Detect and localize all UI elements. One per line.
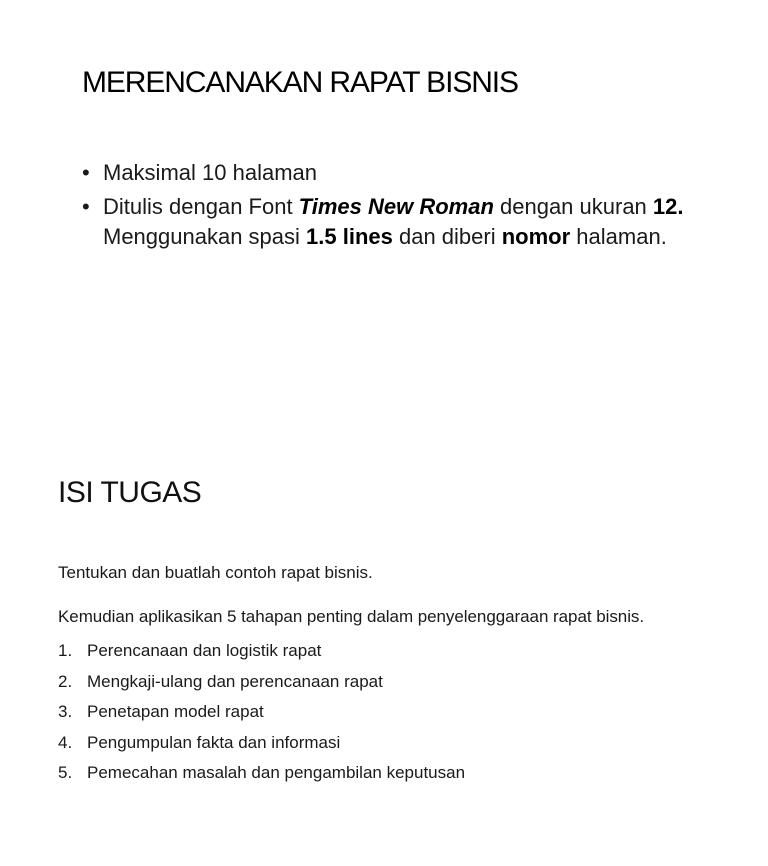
list-item <box>58 701 465 732</box>
bullet-text-mid: dengan ukuran <box>493 194 653 219</box>
step-number: 5. <box>58 763 73 782</box>
bullet-text-line2-mid: dan diberi <box>392 224 502 249</box>
line-spacing-emphasis: 1.5 lines <box>306 224 393 249</box>
task-application-note: Kemudian aplikasikan 5 tahapan penting dalam penyelenggaraan rapat bisnis. <box>58 607 645 626</box>
list-item <box>58 640 465 671</box>
bullet-marker: • <box>82 194 90 219</box>
step-number: 1. <box>58 641 73 660</box>
page-number-emphasis: nomor <box>501 224 571 249</box>
step-number: 3. <box>58 702 73 721</box>
bullet-item-formatting <box>80 192 720 252</box>
step-text: Penetapan model rapat <box>87 702 264 721</box>
step-text: Pengumpulan fakta dan informasi <box>87 732 341 752</box>
slide-title: MERENCANAKAN RAPAT BISNIS <box>82 66 518 99</box>
bullet-text-line2-prefix: Menggunakan spasi <box>103 224 307 249</box>
list-item <box>58 732 465 763</box>
bullet-item-page-limit <box>80 158 720 188</box>
step-text: Perencanaan dan logistik rapat <box>87 641 322 660</box>
bullet-marker: • <box>82 160 90 185</box>
step-number: 2. <box>58 671 73 691</box>
section-title: ISI TUGAS <box>58 476 202 509</box>
list-item <box>58 762 465 793</box>
requirements-list <box>80 158 720 256</box>
font-size-emphasis: 12. <box>652 194 684 219</box>
list-item <box>58 671 465 702</box>
step-text: Pemecahan masalah dan pengambilan keputusan <box>87 763 466 782</box>
bullet-text-line2-suffix: halaman. <box>570 224 667 249</box>
bullet-text-prefix: Ditulis dengan Font <box>103 194 299 219</box>
task-instruction: Tentukan dan buatlah contoh rapat bisnis. <box>58 563 373 582</box>
font-name-emphasis: Times New Roman <box>298 194 494 219</box>
step-text: Mengkaji-ulang dan perencanaan rapat <box>87 671 383 691</box>
steps-list <box>58 640 465 793</box>
bullet-text: Maksimal 10 halaman <box>103 160 317 185</box>
step-number: 4. <box>58 732 73 752</box>
